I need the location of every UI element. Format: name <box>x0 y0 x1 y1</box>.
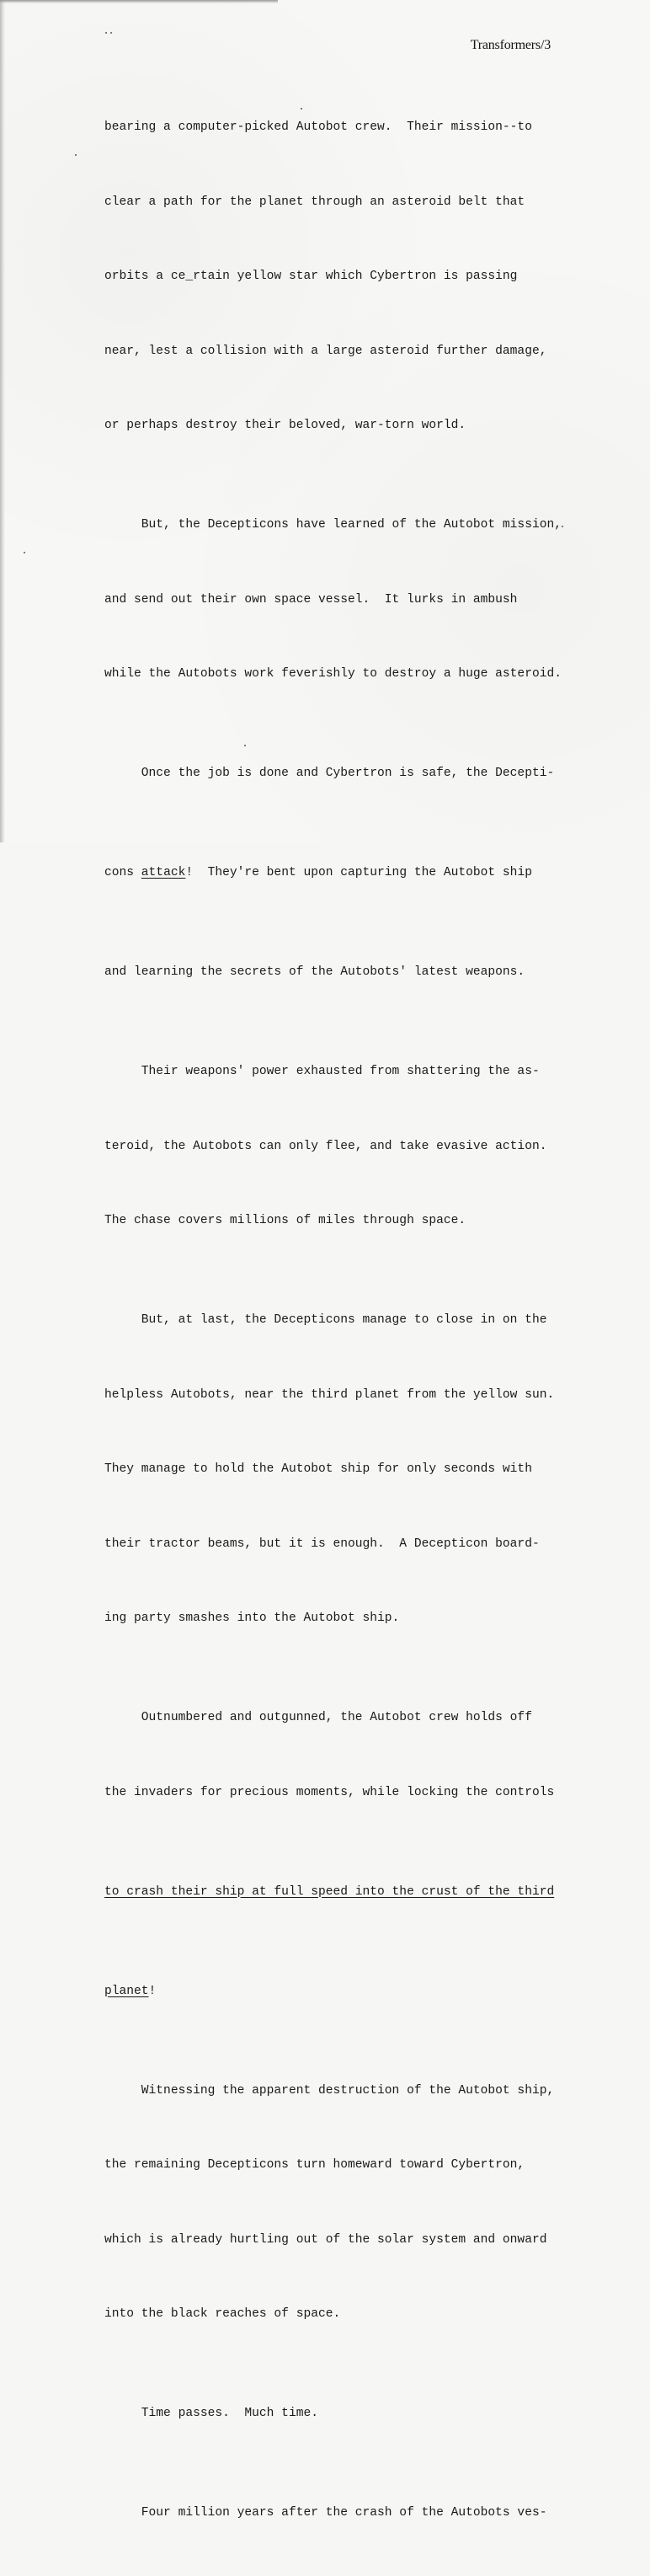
text-line: The chase covers millions of miles through space. <box>104 1214 466 1227</box>
text-line <box>104 1980 576 2005</box>
text-segment: ! They're bent upon capturing the Autobot ship <box>185 866 532 879</box>
text-line: the remaining Decepticons turn homeward toward Cybertron, <box>104 2158 525 2172</box>
text-line: or perhaps destroy their beloved, war-torn world. <box>104 419 466 432</box>
scan-speck <box>75 154 77 156</box>
text-line: But, the Decepticons have learned of the Autobot mission, <box>104 518 562 532</box>
text-line: Once the job is done and Cybertron is safe, the Decepti- <box>104 767 555 780</box>
text-line: But, at last, the Decepticons manage to close in on the <box>104 1313 547 1327</box>
text-line: their tractor beams, but it is enough. A Decepticon board- <box>104 1537 540 1551</box>
text-line: Outnumbered and outgunned, the Autobot crew holds off <box>104 1711 532 1724</box>
text-line: orbits a ce_rtain yellow star which Cybertron is passing <box>104 270 518 283</box>
running-head: Transformers/3 <box>470 38 551 52</box>
scan-speck <box>105 32 107 34</box>
scan-speck <box>301 108 302 110</box>
scan-top-edge <box>0 0 278 3</box>
text-line: Witnessing the apparent destruction of the Autobot ship, <box>104 2083 555 2098</box>
scan-speck <box>110 32 112 34</box>
text-line <box>104 861 576 886</box>
text-line: Their weapons' power exhausted from shattering the as- <box>104 1065 540 1078</box>
text-line: helpless Autobots, near the third planet from the yellow sun. <box>104 1387 555 1402</box>
scan-speck <box>244 745 246 746</box>
scan-speck <box>562 526 563 527</box>
text-line: and send out their own space vessel. It lurks in ambush <box>104 592 518 607</box>
text-segment: cons <box>104 866 141 879</box>
manuscript-body <box>104 66 576 2576</box>
scan-left-edge <box>0 0 5 842</box>
text-line: near, lest a collision with a large asteroid further damage, <box>104 344 547 358</box>
text-line: They manage to hold the Autobot ship for only seconds with <box>104 1462 532 1476</box>
text-line: bearing a computer-picked Autobot crew. Their mission--to <box>104 120 532 134</box>
text-segment: ! <box>148 1984 157 1998</box>
underlined-line: to crash their ship at full speed into the crust of the third <box>104 1884 555 1899</box>
text-line: while the Autobots work feverishly to destroy a huge asteroid. <box>104 667 562 681</box>
text-line: ing party smashes into the Autobot ship. <box>104 1611 400 1625</box>
text-line: clear a path for the planet through an asteroid belt that <box>104 195 525 209</box>
text-line: Time passes. Much time. <box>104 2407 318 2420</box>
underlined-word: attack <box>141 866 186 879</box>
scan-speck <box>24 552 25 553</box>
text-line: Four million years after the crash of the Autobots ves- <box>104 2506 547 2520</box>
underlined-word: planet <box>104 1984 149 1998</box>
text-line: the invaders for precious moments, while locking the controls <box>104 1785 555 1799</box>
text-line: teroid, the Autobots can only flee, and take evasive action. <box>104 1139 547 1153</box>
text-line: which is already hurtling out of the solar system and onward <box>104 2232 547 2247</box>
text-line: into the black reaches of space. <box>104 2307 341 2321</box>
text-line: and learning the secrets of the Autobots' latest weapons. <box>104 965 525 979</box>
